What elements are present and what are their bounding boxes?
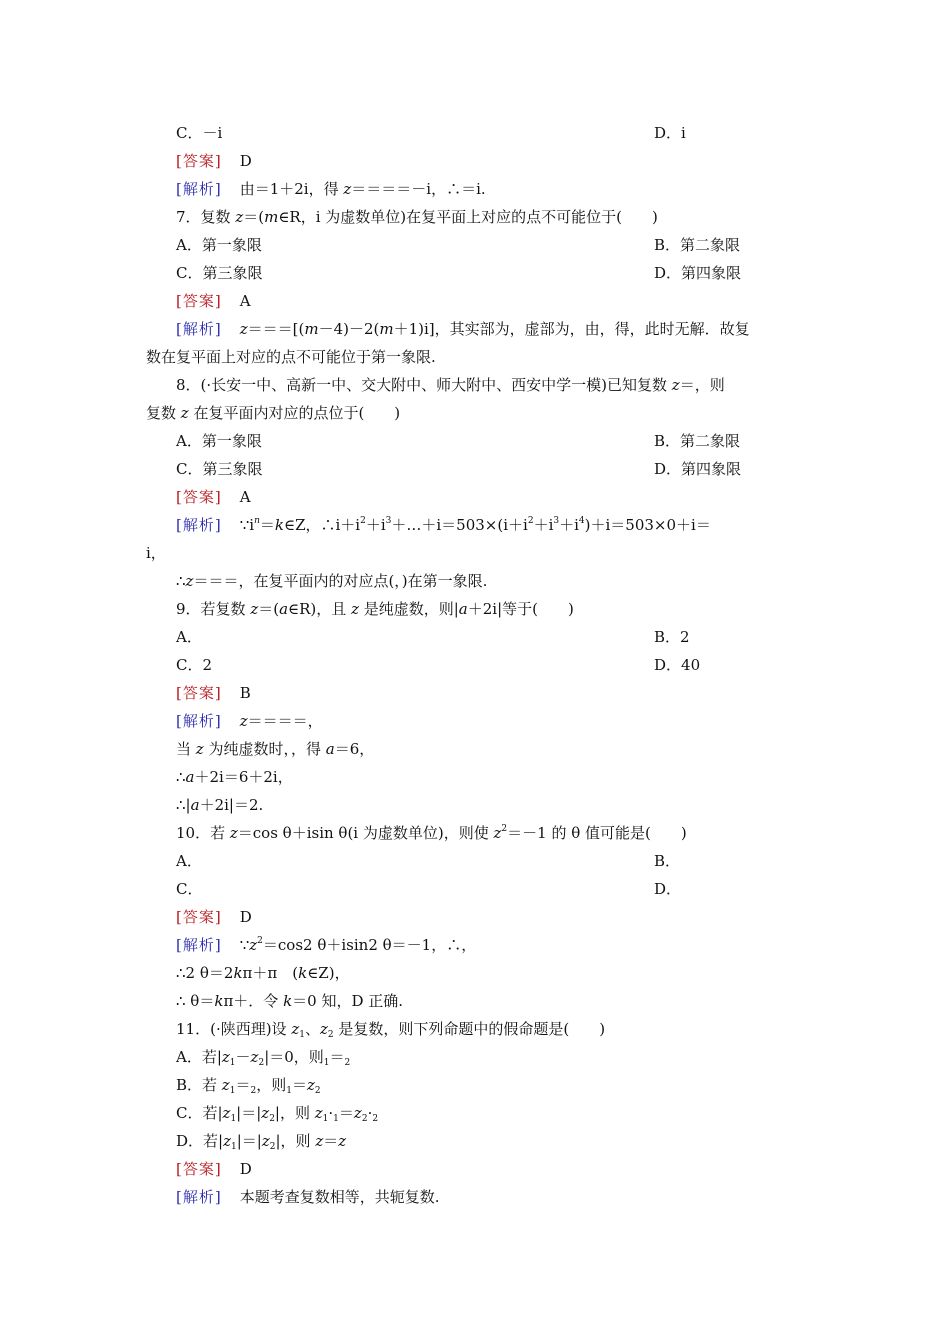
option-d: D．40	[654, 656, 701, 674]
analysis-line	[176, 175, 486, 203]
option-c: C．第三象限	[176, 460, 263, 478]
option-d: D．第四象限	[654, 264, 742, 282]
answer-tag: [答案]	[176, 292, 222, 310]
option-c: C．－i	[176, 124, 223, 142]
question-8	[176, 371, 725, 399]
analysis-line	[176, 315, 750, 343]
answer-tag: [答案]	[176, 1160, 222, 1178]
answer-tag: [答案]	[176, 908, 222, 926]
option-c: C．若$|z_1|=|z_2|$，则 $z_1\cdot_1=z_2\cdot_2$	[176, 1104, 379, 1124]
question-7	[176, 203, 658, 231]
option-a: A．若$|z_1-z_2|=0$，则$_1=_2$	[176, 1048, 351, 1068]
question-9	[176, 595, 574, 623]
option-a: A．	[176, 628, 202, 646]
analysis-continuation	[176, 959, 350, 987]
option-d: D．第四象限	[654, 460, 742, 478]
question-text: 11．(·陕西理)设 $z_1$、$z_2$ 是复数，则下列命题中的假命题是( )	[176, 1020, 606, 1040]
option-b: B．2	[654, 628, 690, 646]
option-row	[176, 119, 686, 147]
answer-value: D	[239, 152, 252, 170]
option-row	[176, 231, 741, 259]
answer-line	[176, 1155, 252, 1183]
option-row	[176, 623, 690, 651]
option-row	[176, 651, 701, 679]
answer-line	[176, 483, 251, 511]
analysis-line	[176, 707, 323, 735]
analysis-continuation: 数在复平面上对应的点不可能位于第一象限.	[146, 348, 436, 366]
analysis-line	[176, 511, 711, 539]
answer-value: B	[239, 684, 251, 702]
option-row	[176, 427, 741, 455]
analysis-tag: [解析]	[176, 712, 222, 730]
analysis-continuation	[176, 763, 293, 791]
analysis-continuation	[176, 791, 263, 819]
analysis-text: ∴|a＋2i|＝2.	[176, 796, 264, 814]
analysis-line	[176, 1183, 440, 1211]
option-b: B．	[654, 852, 681, 870]
answer-value: A	[239, 292, 251, 310]
question-text: 7．复数 z＝(m∈R，i 为虚数单位)在复平面上对应的点不可能位于( )	[176, 208, 658, 226]
analysis-continuation	[176, 567, 487, 595]
question-text: 复数 z 在复平面内对应的点位于( )	[146, 404, 401, 422]
answer-value: D	[239, 1160, 252, 1178]
option-d: D．	[654, 880, 682, 898]
analysis-text: $\because i^n=k\in Z$，$\therefore i+i^2+i^3+\dots+i=503\times(i+i^2+i^3+i^4)+i=503\times 0+i=$	[239, 516, 711, 534]
option-row	[176, 259, 742, 287]
analysis-continuation	[176, 735, 374, 763]
analysis-text: z＝＝＝[(m－4)－2(m＋1)i]，其实部为，虚部为，由，得，此时无解．故复	[239, 320, 750, 338]
answer-line	[176, 147, 252, 175]
option-b: B．第二象限	[654, 236, 741, 254]
answer-tag: [答案]	[176, 684, 222, 702]
option-a: A．第一象限	[176, 236, 262, 254]
question-continuation	[146, 399, 400, 427]
answer-value: A	[239, 488, 251, 506]
answer-value: D	[239, 908, 252, 926]
option-row	[176, 875, 682, 903]
analysis-tag: [解析]	[176, 516, 222, 534]
option-c: C．2	[176, 656, 213, 674]
option-b: B．若 $z_1=_2$，则$_1=z_2$	[176, 1076, 321, 1096]
question-11	[176, 1015, 605, 1043]
option-c: C．	[176, 880, 203, 898]
option-row	[176, 847, 681, 875]
analysis-tag: [解析]	[176, 936, 222, 954]
question-text: 10．若 z＝cos θ＋isin θ(i 为虚数单位)，则使 $z^2=-1$ 的 θ 值可能是( )	[176, 824, 687, 842]
option-d: D．i	[654, 124, 686, 142]
analysis-line	[176, 931, 476, 959]
answer-tag: [答案]	[176, 488, 222, 506]
answer-line	[176, 903, 252, 931]
analysis-continuation	[176, 987, 403, 1015]
answer-line	[176, 679, 251, 707]
option-b: B．第二象限	[654, 432, 741, 450]
answer-line	[176, 287, 251, 315]
answer-tag: [答案]	[176, 152, 222, 170]
analysis-tag: [解析]	[176, 180, 222, 198]
analysis-text: ∴2 θ＝2kπ＋π (k∈Z)，	[176, 964, 350, 982]
question-text: 8．(·长安一中、高新一中、交大附中、师大附中、西安中学一模)已知复数 z＝，则	[176, 376, 725, 394]
analysis-text: 由＝1＋2i，得 z＝＝＝＝－i，∴＝i.	[239, 180, 486, 198]
analysis-text: 当 z 为纯虚数时，，得 a＝6，	[176, 740, 375, 758]
option-a: A．	[176, 852, 202, 870]
analysis-text: $\because z^2=\cos 2$ θ＋isin2 θ＝－1，∴，	[239, 936, 477, 954]
question-10	[176, 819, 687, 847]
analysis-continuation: i，	[146, 544, 166, 562]
analysis-tag: [解析]	[176, 320, 222, 338]
option-a: A．第一象限	[176, 432, 262, 450]
analysis-text: ∴z＝＝＝，在复平面内的对应点(，)在第一象限.	[176, 572, 488, 590]
analysis-text: z＝＝＝＝，	[239, 712, 323, 730]
analysis-text: 本题考查复数相等，共轭复数.	[239, 1188, 440, 1206]
option-row	[176, 455, 742, 483]
analysis-text: ∴a＋2i＝6＋2i，	[176, 768, 293, 786]
option-c: C．第三象限	[176, 264, 263, 282]
analysis-text: ∴ θ＝kπ＋．令 k＝0 知，D 正确.	[176, 992, 404, 1010]
analysis-tag: [解析]	[176, 1188, 222, 1206]
option-d: D．若$|z_1|=|z_2|$，则 z＝z	[176, 1132, 347, 1152]
question-text: 9．若复数 z＝(a∈R)，且 z 是纯虚数，则|a＋2i|等于( )	[176, 600, 574, 618]
